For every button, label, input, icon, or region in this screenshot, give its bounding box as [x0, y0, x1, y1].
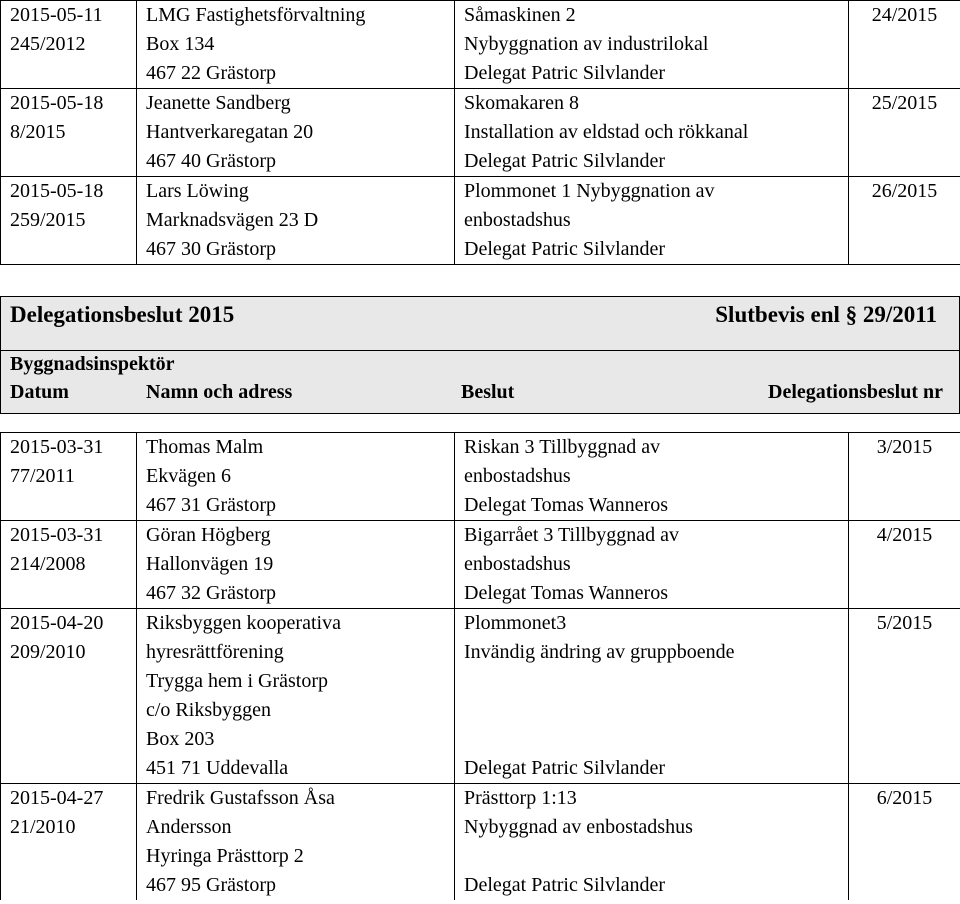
decision-line: Installation av eldstad och rökkanal — [464, 121, 749, 143]
table-row — [1, 177, 960, 265]
decision-number: 5/2015 — [849, 609, 960, 784]
decision-number: 24/2015 — [849, 1, 960, 89]
bottom-table-body — [1, 433, 960, 901]
name-address-cell — [137, 784, 455, 901]
name-address-line: Marknadsvägen 23 D — [146, 209, 319, 231]
name-address-line: Jeanette Sandberg — [146, 92, 291, 114]
name-address-line: Fredrik Gustafsson Åsa — [146, 787, 335, 809]
decision-line: Nybyggnad av enbostadshus — [464, 816, 693, 838]
name-address-line: Hallonvägen 19 — [146, 553, 274, 575]
column-header-namn: Namn och adress — [146, 381, 293, 403]
name-address-line: c/o Riksbyggen — [146, 699, 271, 721]
decision-line: Delegat Tomas Wanneros — [464, 582, 668, 604]
name-address-line: Thomas Malm — [146, 436, 264, 458]
reference: 259/2015 — [10, 209, 86, 231]
section-header — [0, 296, 960, 414]
decision-line: Delegat Patric Silvlander — [464, 150, 666, 172]
name-address-line: 467 30 Grästorp — [146, 238, 276, 260]
decision-line: enbostadshus — [464, 553, 571, 575]
name-address-line: 467 32 Grästorp — [146, 582, 276, 604]
date: 2015-04-27 — [10, 787, 104, 809]
name-address-cell — [137, 1, 455, 89]
name-address-cell — [137, 433, 455, 521]
decision-line — [464, 842, 848, 871]
decision-line: Riskan 3 Tillbyggnad av — [464, 436, 661, 458]
name-address-line: LMG Fastighetsförvaltning — [146, 4, 366, 26]
name-address-cell — [137, 177, 455, 265]
name-address-line: 467 22 Grästorp — [146, 62, 276, 84]
top-table-body — [1, 1, 960, 265]
bottom-decision-table — [0, 432, 960, 900]
name-address-line: Box 203 — [146, 728, 215, 750]
header-divider — [0, 350, 960, 351]
date-cell — [1, 89, 137, 177]
decision-cell — [455, 1, 849, 89]
section-title: Delegationsbeslut 2015 — [10, 302, 235, 327]
decision-line: Prästtorp 1:13 — [464, 787, 577, 809]
top-decision-table — [0, 0, 960, 265]
table-row — [1, 1, 960, 89]
decision-line: Skomakaren 8 — [464, 92, 579, 114]
decision-line: Bigarrået 3 Tillbyggnad av — [464, 524, 679, 546]
name-address-line: Göran Högberg — [146, 524, 271, 546]
section-subtitle: Byggnadsinspektör — [10, 353, 175, 375]
decision-cell — [455, 89, 849, 177]
decision-number: 25/2015 — [849, 89, 960, 177]
column-header-beslut: Beslut — [461, 381, 515, 403]
date: 2015-05-11 — [10, 4, 103, 26]
reference: 77/2011 — [10, 465, 75, 487]
decision-line: Delegat Patric Silvlander — [464, 757, 666, 779]
name-address-line: 467 95 Grästorp — [146, 874, 276, 896]
name-address-line: Ekvägen 6 — [146, 465, 231, 487]
name-address-cell — [137, 521, 455, 609]
date-cell — [1, 1, 137, 89]
decision-line — [464, 725, 848, 754]
name-address-line: Trygga hem i Grästorp — [146, 670, 329, 692]
reference: 245/2012 — [10, 33, 86, 55]
decision-line: Delegat Patric Silvlander — [464, 238, 666, 260]
date: 2015-05-18 — [10, 92, 104, 114]
decision-line — [464, 696, 848, 725]
table-row — [1, 784, 960, 901]
name-address-line: Lars Löwing — [146, 180, 249, 202]
decision-line: Delegat Patric Silvlander — [464, 874, 666, 896]
name-address-line: Andersson — [146, 816, 232, 838]
section-right-title: Slutbevis enl § 29/2011 — [715, 302, 937, 327]
reference: 209/2010 — [10, 641, 86, 663]
decision-number: 3/2015 — [849, 433, 960, 521]
decision-cell — [455, 433, 849, 521]
reference: 21/2010 — [10, 816, 76, 838]
decision-line: enbostadshus — [464, 465, 571, 487]
name-address-line: Hantverkaregatan 20 — [146, 121, 314, 143]
decision-line: enbostadshus — [464, 209, 571, 231]
date-cell — [1, 784, 137, 901]
date-cell — [1, 433, 137, 521]
decision-number: 4/2015 — [849, 521, 960, 609]
reference: 8/2015 — [10, 121, 66, 143]
decision-cell — [455, 521, 849, 609]
decision-line: Plommonet3 — [464, 612, 567, 634]
table-row — [1, 609, 960, 784]
name-address-line: Riksbyggen kooperativa — [146, 612, 341, 634]
date: 2015-04-20 — [10, 612, 104, 634]
decision-number: 26/2015 — [849, 177, 960, 265]
name-address-line: 467 40 Grästorp — [146, 150, 276, 172]
table-row — [1, 521, 960, 609]
decision-number: 6/2015 — [849, 784, 960, 901]
decision-line: Delegat Tomas Wanneros — [464, 494, 668, 516]
date-cell — [1, 177, 137, 265]
table-row — [1, 89, 960, 177]
name-address-cell — [137, 89, 455, 177]
name-address-line: Hyringa Prästtorp 2 — [146, 845, 304, 867]
decision-line: Invändig ändring av gruppboende — [464, 641, 735, 663]
decision-line: Delegat Patric Silvlander — [464, 62, 666, 84]
decision-line: Såmaskinen 2 — [464, 4, 576, 26]
date: 2015-03-31 — [10, 524, 104, 546]
decision-cell — [455, 784, 849, 901]
decision-line — [464, 667, 848, 696]
name-address-line: 451 71 Uddevalla — [146, 757, 289, 779]
decision-line: Nybyggnation av industrilokal — [464, 33, 709, 55]
date-cell — [1, 521, 137, 609]
reference: 214/2008 — [10, 553, 86, 575]
table-row — [1, 433, 960, 521]
name-address-line: Box 134 — [146, 33, 215, 55]
date: 2015-05-18 — [10, 180, 104, 202]
name-address-line: 467 31 Grästorp — [146, 494, 276, 516]
date-cell — [1, 609, 137, 784]
name-address-cell — [137, 609, 455, 784]
date: 2015-03-31 — [10, 436, 104, 458]
decision-cell — [455, 609, 849, 784]
column-header-nr: Delegationsbeslut nr — [768, 381, 943, 403]
name-address-line: hyresrättförening — [146, 641, 284, 663]
decision-line: Plommonet 1 Nybyggnation av — [464, 180, 715, 202]
decision-cell — [455, 177, 849, 265]
column-header-datum: Datum — [10, 381, 69, 403]
